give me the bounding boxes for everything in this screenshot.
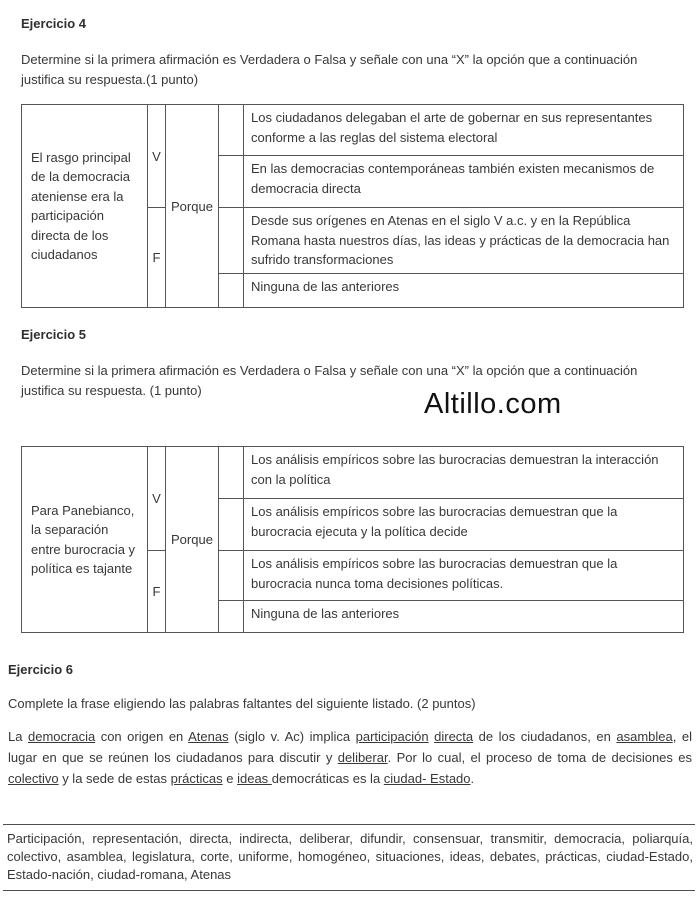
table-row [22,447,684,499]
exercise-6-title: Ejercicio 6 [8,662,74,677]
table-row [22,105,684,156]
altillo-watermark: Altillo.com [424,388,562,420]
option-cell: Desde sus orígenes en Atenas en el siglo V a.c. y en la República Romana hasta nuestros días, las ideas y prácticas de la democracia han sufrido transformaciones [244,208,684,274]
exercise-6-fill-in-sentence: La democracia con origen en Atenas (siglo v. Ac) implica participación directa de los ciudadanos, en asamblea, el lugar en que se reúnen los ciudadanos para discutir y deliberar. Por lo cual, el proceso de toma de decisiones es colectivo y la sede de estas prácticas e ideas democráticas es la ciudad- Estado. [8,729,692,786]
connector-cell: Porque [166,105,219,308]
exercise-6-instructions: Complete la frase eligiendo las palabras faltantes del siguiente listado. (2 puntos) [8,696,476,711]
exercise-5-true-false-table [21,446,684,633]
section-exercise-4 [21,16,683,308]
option-cell: Los análisis empíricos sobre las burocracias demuestran la interacción con la política [244,447,684,499]
exercise-4-instructions: Determine si la primera afirmación es Verdadera o Falsa y señale con una “X” la opción que a continuación justifica su respuesta.(1 punto) [21,52,638,88]
option-cell: Los análisis empíricos sobre las burocracias demuestran que la burocracia nunca toma decisiones políticas. [244,551,684,601]
option-cell: Ninguna de las anteriores [244,274,684,308]
statement-cell: Para Panebianco, la separación entre burocracia y política es tajante [22,447,148,633]
answer-checkbox-cell [219,105,244,156]
answer-checkbox-cell [219,274,244,308]
exercise-4-true-false-table [21,104,684,308]
section-exercise-5 [21,327,683,633]
exercise-5-title: Ejercicio 5 [21,327,87,342]
true-label-cell: V [148,447,166,551]
option-cell: En las democracias contemporáneas también existen mecanismos de democracia directa [244,156,684,208]
option-cell: Los ciudadanos delegaban el arte de gobernar en sus representantes conforme a las reglas del sistema electoral [244,105,684,156]
answer-checkbox-cell [219,156,244,208]
false-label-cell: F [148,551,166,633]
false-label-cell: F [148,208,166,308]
answer-checkbox-cell [219,499,244,551]
section-exercise-6 [8,662,692,790]
statement-cell: El rasgo principal de la democracia ateniense era la participación directa de los ciudadanos [22,105,148,308]
option-cell: Ninguna de las anteriores [244,601,684,633]
answer-checkbox-cell [219,208,244,274]
answer-checkbox-cell [219,447,244,499]
true-label-cell: V [148,105,166,208]
exercise-4-title: Ejercicio 4 [21,16,87,31]
answer-checkbox-cell [219,601,244,633]
connector-cell: Porque [166,447,219,633]
exercise-5-instructions: Determine si la primera afirmación es Verdadera o Falsa y señale con una “X” la opción que a continuación justifica su respuesta. (1 punto) [21,363,638,399]
option-cell: Los análisis empíricos sobre las burocracias demuestran que la burocracia ejecuta y la política decide [244,499,684,551]
answer-checkbox-cell [219,551,244,601]
word-bank-list: Participación, representación, directa, indirecta, deliberar, difundir, consensuar, transmitir, democracia, poliarquía, colectivo, asamblea, legislatura, corte, uniforme, homogéneo, situaciones, ideas, debates, prácticas, ciudad-Estado, Estado-nación, ciudad-romana, Atenas [3,824,695,891]
